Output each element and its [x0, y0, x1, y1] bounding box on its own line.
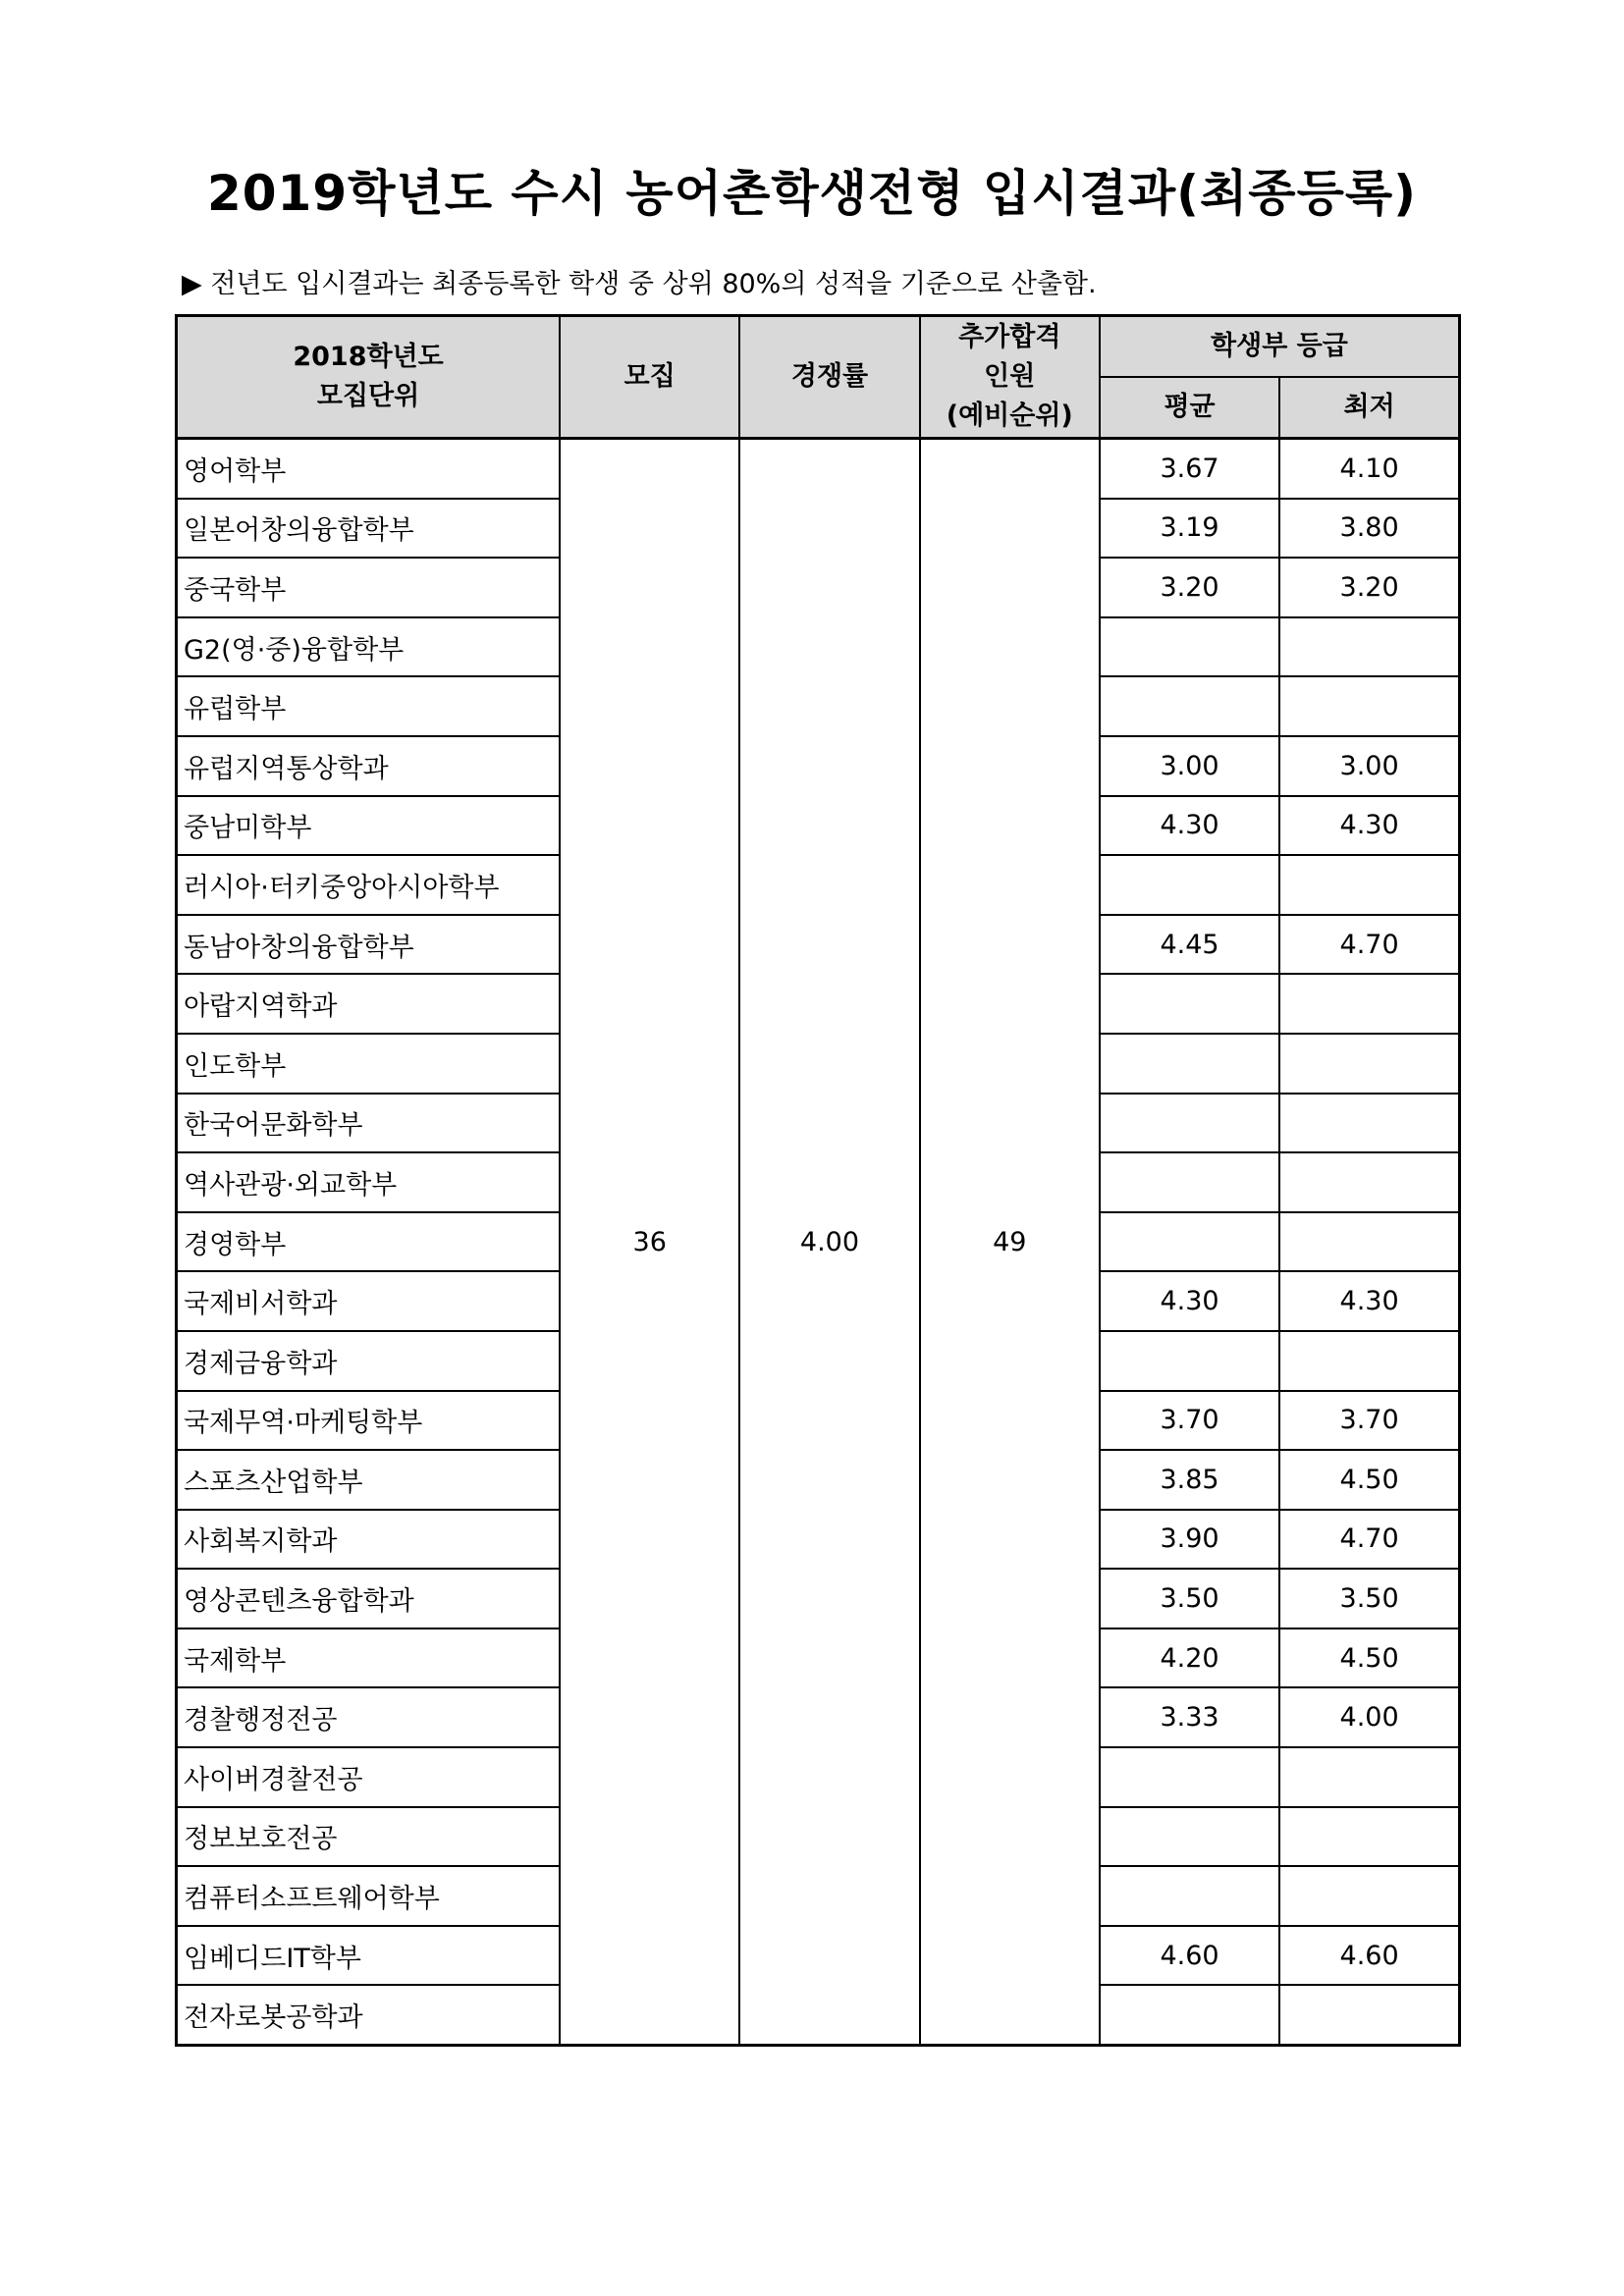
average-grade-cell: [1100, 676, 1279, 736]
lowest-grade-cell: [1279, 1094, 1459, 1153]
lowest-grade-cell: 4.50: [1279, 1629, 1459, 1688]
unit-name-cell: 일본어창의융합학부: [177, 499, 561, 559]
unit-name-cell: 스포츠산업학부: [177, 1450, 561, 1510]
header-grade-group: 학생부 등급: [1100, 316, 1460, 378]
lowest-grade-cell: [1279, 676, 1459, 736]
unit-name-cell: 임베디드IT학부: [177, 1926, 561, 1986]
average-grade-cell: 3.50: [1100, 1569, 1279, 1629]
unit-name-cell: 유럽학부: [177, 676, 561, 736]
lowest-grade-cell: [1279, 1807, 1459, 1867]
average-grade-cell: [1100, 1747, 1279, 1807]
footnote: ▶ 전년도 입시결과는 최종등록한 학생 중 상위 80%의 성적을 기준으로 산출함.: [182, 269, 1097, 299]
average-grade-cell: [1100, 1807, 1279, 1867]
header-unit-line2: 모집단위: [316, 381, 420, 411]
average-grade-cell: [1100, 974, 1279, 1034]
unit-name-cell: 사회복지학과: [177, 1510, 561, 1570]
average-grade-cell: 4.30: [1100, 796, 1279, 856]
lowest-grade-cell: 3.00: [1279, 736, 1459, 796]
lowest-grade-cell: [1279, 1747, 1459, 1807]
table-body: [177, 439, 1460, 2046]
unit-name-cell: 유럽지역통상학과: [177, 736, 561, 796]
unit-name-cell: 한국어문화학부: [177, 1094, 561, 1153]
unit-name-cell: 경제금융학과: [177, 1331, 561, 1391]
unit-name-cell: 역사관광·외교학부: [177, 1152, 561, 1212]
average-grade-cell: [1100, 1152, 1279, 1212]
lowest-grade-cell: 4.10: [1279, 439, 1459, 499]
lowest-grade-cell: 4.00: [1279, 1687, 1459, 1747]
header-average: 평균: [1100, 377, 1279, 439]
unit-name-cell: 영상콘텐츠융합학과: [177, 1569, 561, 1629]
lowest-grade-cell: [1279, 1152, 1459, 1212]
lowest-grade-cell: [1279, 1331, 1459, 1391]
average-grade-cell: 3.33: [1100, 1687, 1279, 1747]
lowest-grade-cell: [1279, 974, 1459, 1034]
unit-name-cell: 정보보호전공: [177, 1807, 561, 1867]
lowest-grade-cell: 4.30: [1279, 1271, 1459, 1331]
recruit-cell: 36: [560, 439, 739, 2046]
unit-name-cell: 인도학부: [177, 1034, 561, 1094]
lowest-grade-cell: [1279, 617, 1459, 677]
average-grade-cell: 3.85: [1100, 1450, 1279, 1510]
lowest-grade-cell: 4.60: [1279, 1926, 1459, 1986]
unit-name-cell: G2(영·중)융합학부: [177, 617, 561, 677]
unit-name-cell: 아랍지역학과: [177, 974, 561, 1034]
average-grade-cell: [1100, 1866, 1279, 1926]
lowest-grade-cell: [1279, 1212, 1459, 1272]
average-grade-cell: [1100, 1985, 1279, 2045]
lowest-grade-cell: [1279, 855, 1459, 915]
lowest-grade-cell: 3.70: [1279, 1391, 1459, 1451]
average-grade-cell: [1100, 617, 1279, 677]
lowest-grade-cell: 3.80: [1279, 499, 1459, 559]
header-additional-line3: (예비순위): [946, 400, 1073, 431]
lowest-grade-cell: 4.30: [1279, 796, 1459, 856]
unit-name-cell: 경영학부: [177, 1212, 561, 1272]
table-row: [177, 439, 1460, 499]
average-grade-cell: [1100, 1094, 1279, 1153]
page-title: 2019학년도 수시 농어촌학생전형 입시결과(최종등록): [206, 165, 1418, 222]
unit-name-cell: 동남아창의융합학부: [177, 915, 561, 975]
average-grade-cell: [1100, 855, 1279, 915]
average-grade-cell: 4.60: [1100, 1926, 1279, 1986]
average-grade-cell: 3.70: [1100, 1391, 1279, 1451]
average-grade-cell: 3.19: [1100, 499, 1279, 559]
lowest-grade-cell: 4.70: [1279, 915, 1459, 975]
additional-cell: 49: [920, 439, 1100, 2046]
lowest-grade-cell: 3.50: [1279, 1569, 1459, 1629]
unit-name-cell: 러시아·터키중앙아시아학부: [177, 855, 561, 915]
average-grade-cell: 3.67: [1100, 439, 1279, 499]
average-grade-cell: [1100, 1331, 1279, 1391]
average-grade-cell: [1100, 1212, 1279, 1272]
unit-name-cell: 컴퓨터소프트웨어학부: [177, 1866, 561, 1926]
header-additional: [920, 316, 1100, 439]
header-recruit: 모집: [560, 316, 739, 439]
header-unit-line1: 2018학년도: [293, 342, 444, 372]
admission-results-table: [175, 314, 1461, 2047]
header-unit: [177, 316, 561, 439]
unit-name-cell: 국제비서학과: [177, 1271, 561, 1331]
unit-name-cell: 국제무역·마케팅학부: [177, 1391, 561, 1451]
average-grade-cell: 3.90: [1100, 1510, 1279, 1570]
header-competition: 경쟁률: [739, 316, 919, 439]
average-grade-cell: [1100, 1034, 1279, 1094]
average-grade-cell: 4.30: [1100, 1271, 1279, 1331]
unit-name-cell: 전자로봇공학과: [177, 1985, 561, 2045]
lowest-grade-cell: 3.20: [1279, 558, 1459, 617]
competition-cell: 4.00: [739, 439, 919, 2046]
unit-name-cell: 중남미학부: [177, 796, 561, 856]
unit-name-cell: 사이버경찰전공: [177, 1747, 561, 1807]
lowest-grade-cell: 4.50: [1279, 1450, 1459, 1510]
average-grade-cell: 4.45: [1100, 915, 1279, 975]
unit-name-cell: 국제학부: [177, 1629, 561, 1688]
header-additional-line2: 인원: [984, 361, 1036, 392]
average-grade-cell: 3.00: [1100, 736, 1279, 796]
lowest-grade-cell: [1279, 1034, 1459, 1094]
header-lowest: 최저: [1279, 377, 1459, 439]
average-grade-cell: 4.20: [1100, 1629, 1279, 1688]
unit-name-cell: 경찰행정전공: [177, 1687, 561, 1747]
header-additional-line1: 추가합격: [958, 322, 1061, 352]
unit-name-cell: 영어학부: [177, 439, 561, 499]
lowest-grade-cell: [1279, 1866, 1459, 1926]
unit-name-cell: 중국학부: [177, 558, 561, 617]
lowest-grade-cell: 4.70: [1279, 1510, 1459, 1570]
average-grade-cell: 3.20: [1100, 558, 1279, 617]
lowest-grade-cell: [1279, 1985, 1459, 2045]
